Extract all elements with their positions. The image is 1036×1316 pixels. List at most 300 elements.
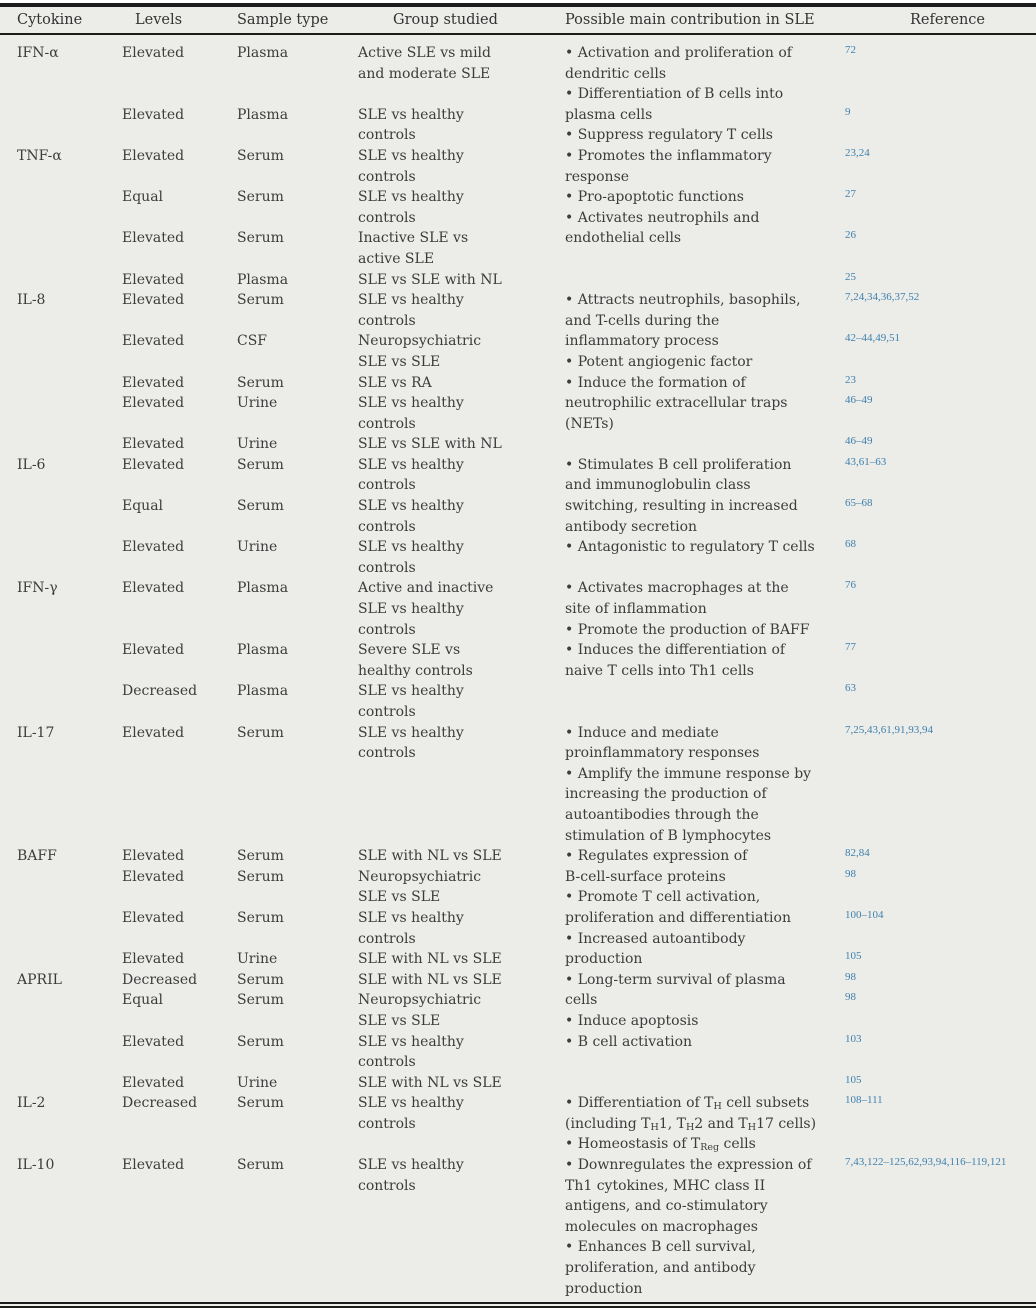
cell-contribution: switching, resulting in increased — [565, 498, 798, 515]
cell-contribution — [565, 1073, 845, 1094]
cell-levels — [122, 1011, 237, 1032]
cell-cytokine — [17, 105, 122, 126]
cell-sample — [237, 84, 358, 105]
cell-levels — [122, 784, 237, 805]
cell-group: SLE vs healthy — [358, 147, 464, 164]
cell-cytokine: IL-8 — [17, 292, 46, 309]
cell-cytokine: IFN-γ — [17, 580, 58, 597]
cell-contribution: • Induce apoptosis — [565, 1012, 699, 1029]
reference-citation — [845, 1131, 1036, 1152]
cell-cytokine — [17, 620, 122, 641]
cell-cytokine — [17, 661, 122, 682]
cell-sample: Serum — [237, 1095, 284, 1112]
cell-sample — [237, 558, 358, 579]
cell-contribution: • Stimulates B cell proliferation — [565, 456, 792, 473]
cell-sample: Urine — [237, 951, 278, 968]
cell-cytokine — [17, 1196, 122, 1217]
reference-citation — [845, 81, 1036, 102]
reference-citation — [845, 926, 1036, 947]
cell-levels — [122, 1196, 237, 1217]
reference-citation — [845, 122, 1036, 143]
cell-contribution: cells — [565, 992, 598, 1009]
cell-group: SLE vs healthy — [358, 456, 464, 473]
cell-group: SLE with NL vs SLE — [358, 848, 502, 865]
cell-cytokine — [17, 1073, 122, 1094]
cell-cytokine — [17, 311, 122, 332]
cell-contribution: dendritic cells — [565, 65, 667, 82]
cell-sample: Serum — [237, 189, 284, 206]
cell-sample: CSF — [237, 333, 268, 350]
cell-contribution — [565, 558, 845, 579]
cell-contribution — [565, 1052, 845, 1073]
cell-levels — [122, 1237, 237, 1258]
cell-contribution: Th1 cytokines, MHC class II — [565, 1177, 766, 1194]
cell-contribution: proinflammatory responses — [565, 745, 760, 762]
cell-levels: Elevated — [122, 292, 185, 309]
cell-cytokine — [17, 640, 122, 661]
cell-group: SLE vs healthy — [358, 498, 464, 515]
cell-levels — [122, 1217, 237, 1238]
reference-citation — [845, 761, 1036, 782]
cell-contribution: • Induces the differentiation of — [565, 642, 786, 659]
cell-levels: Elevated — [122, 395, 185, 412]
cell-cytokine — [17, 352, 122, 373]
reference-citation — [845, 205, 1036, 226]
cell-group: controls — [358, 415, 416, 432]
cell-levels — [122, 599, 237, 620]
cell-sample — [237, 805, 358, 826]
cell-sample — [237, 764, 358, 785]
cell-group: Inactive SLE vs — [358, 230, 469, 247]
cell-sample — [237, 1196, 358, 1217]
cell-sample — [237, 1237, 358, 1258]
cell-cytokine: APRIL — [17, 971, 62, 988]
cell-group: controls — [358, 312, 416, 329]
reference-citation — [845, 1173, 1036, 1194]
cell-contribution — [565, 249, 845, 270]
cell-sample — [237, 929, 358, 950]
cell-levels: Elevated — [122, 456, 185, 473]
cell-cytokine: BAFF — [17, 848, 57, 865]
cell-group — [358, 1258, 565, 1279]
reference-citation[interactable]: 72 — [845, 44, 856, 56]
reference-citation[interactable]: 98 — [845, 970, 856, 983]
cell-cytokine — [17, 743, 122, 764]
cell-contribution: • Differentiation of B cells into — [565, 86, 784, 103]
cell-group: Active and inactive — [358, 580, 494, 597]
cell-group: healthy controls — [358, 662, 473, 679]
reference-citation[interactable]: 98 — [845, 991, 856, 1004]
reference-citation — [845, 61, 1036, 82]
cell-cytokine — [17, 1114, 122, 1135]
cell-group: SLE vs healthy — [358, 601, 464, 618]
cell-sample — [237, 475, 358, 496]
cell-contribution: • Long-term survival of plasma — [565, 971, 786, 988]
cell-sample: Serum — [237, 230, 284, 247]
cell-contribution: • Attracts neutrophils, basophils, — [565, 292, 801, 309]
cell-cytokine — [17, 496, 122, 517]
cell-contribution: proliferation, and antibody — [565, 1260, 756, 1277]
cell-group: controls — [358, 559, 416, 576]
reference-citation — [845, 1255, 1036, 1276]
cell-sample — [237, 64, 358, 85]
reference-citation[interactable]: 98 — [845, 867, 856, 880]
cell-contribution: B-cell-surface proteins — [565, 868, 726, 885]
cell-cytokine — [17, 64, 122, 85]
cell-cytokine — [17, 1176, 122, 1197]
reference-citation — [845, 1193, 1036, 1214]
reference-citation — [845, 514, 1036, 535]
cell-levels: Elevated — [122, 1157, 185, 1174]
cell-contribution: endothelial cells — [565, 230, 682, 247]
cell-levels: Decreased — [122, 1095, 198, 1112]
reference-citation — [845, 781, 1036, 802]
cell-contribution: • Promotes the inflammatory — [565, 147, 772, 164]
column-header-reference: Reference — [910, 12, 985, 28]
reference-citation — [845, 308, 1036, 329]
cell-contribution: • Activates macrophages at the — [565, 580, 789, 597]
cell-cytokine — [17, 1052, 122, 1073]
cell-group: SLE vs healthy — [358, 724, 464, 741]
cell-cytokine — [17, 167, 122, 188]
reference-citation[interactable]: 23 — [845, 373, 856, 386]
cell-cytokine — [17, 537, 122, 558]
cell-sample — [237, 784, 358, 805]
cell-group — [358, 1217, 565, 1238]
cell-cytokine — [17, 867, 122, 888]
cell-cytokine — [17, 434, 122, 455]
cell-group: controls — [358, 704, 416, 720]
cell-sample — [237, 167, 358, 188]
reference-citation[interactable]: 23,24 — [845, 146, 870, 159]
reference-citation[interactable]: 43,61–63 — [845, 455, 887, 468]
cell-sample — [237, 887, 358, 908]
cell-cytokine — [17, 249, 122, 270]
cell-levels: Equal — [122, 498, 164, 515]
cell-levels — [122, 64, 237, 85]
cell-group: Neuropsychiatric — [358, 992, 482, 1009]
cell-cytokine — [17, 1032, 122, 1053]
cell-levels: Equal — [122, 992, 164, 1009]
cell-sample: Plasma — [237, 271, 289, 288]
cell-sample — [237, 517, 358, 538]
cell-contribution: • Antagonistic to regulatory T cells — [565, 539, 815, 556]
cell-group: SLE vs healthy — [358, 189, 464, 206]
cell-group: SLE with NL vs SLE — [358, 971, 502, 988]
cell-cytokine — [17, 990, 122, 1011]
cell-sample — [237, 661, 358, 682]
reference-citation[interactable]: 68 — [845, 538, 856, 551]
reference-citation — [845, 472, 1036, 493]
cell-contribution: • Homeostasis of $T_{Reg}$ cells — [565, 1136, 756, 1154]
reference-citation[interactable]: 108–111 — [845, 1094, 883, 1107]
cell-group — [358, 784, 565, 805]
cell-sample: Urine — [237, 436, 278, 453]
cell-contribution — [565, 702, 845, 723]
cell-group: SLE with NL vs SLE — [358, 951, 502, 968]
cell-levels — [122, 1114, 237, 1135]
cell-levels: Elevated — [122, 848, 185, 865]
cell-cytokine — [17, 1279, 122, 1300]
cell-contribution: • Regulates expression of — [565, 848, 748, 865]
cell-group — [358, 764, 565, 785]
cell-sample — [237, 125, 358, 146]
reference-citation[interactable]: 65–68 — [845, 497, 873, 510]
cell-sample — [237, 1011, 358, 1032]
cell-group — [358, 1134, 565, 1155]
cell-sample: Serum — [237, 374, 284, 391]
cell-cytokine — [17, 929, 122, 950]
cell-levels — [122, 167, 237, 188]
cell-cytokine — [17, 228, 122, 249]
reference-citation[interactable]: 103 — [845, 1032, 862, 1045]
cell-sample: Serum — [237, 147, 284, 164]
cell-group — [358, 84, 565, 105]
cell-levels: Elevated — [122, 951, 185, 968]
cell-levels: Elevated — [122, 868, 185, 885]
reference-citation[interactable]: 63 — [845, 682, 856, 695]
cell-levels: Elevated — [122, 580, 185, 597]
cell-contribution: plasma cells — [565, 106, 653, 123]
cell-contribution: • Activation and proliferation of — [565, 45, 792, 61]
reference-citation[interactable]: 105 — [845, 1073, 862, 1086]
cell-levels: Elevated — [122, 642, 185, 659]
cell-cytokine: IL-10 — [17, 1157, 55, 1174]
column-header-cytokine: Cytokine — [17, 12, 83, 28]
reference-citation[interactable]: 9 — [845, 105, 851, 118]
cell-levels — [122, 743, 237, 764]
cell-levels: Elevated — [122, 106, 185, 123]
cell-cytokine — [17, 1258, 122, 1279]
reference-citation[interactable]: 100–104 — [845, 908, 884, 921]
cell-contribution: • Downregulates the expression of — [565, 1157, 812, 1174]
cell-levels: Elevated — [122, 539, 185, 556]
cell-group: SLE vs RA — [358, 374, 432, 391]
cell-sample: Urine — [237, 1074, 278, 1091]
cell-levels: Elevated — [122, 230, 185, 247]
cell-group: Active SLE vs mild — [358, 45, 491, 61]
cell-sample — [237, 1258, 358, 1279]
cell-group: controls — [358, 1177, 416, 1194]
cell-levels: Elevated — [122, 374, 185, 391]
cell-group: Severe SLE vs — [358, 642, 461, 659]
reference-citation[interactable]: 7,25,43,61,91,93,94 — [845, 723, 933, 736]
cell-levels: Elevated — [122, 436, 185, 453]
cell-group: SLE vs healthy — [358, 292, 464, 309]
cell-sample — [237, 702, 358, 723]
reference-citation — [845, 411, 1036, 432]
cell-sample: Plasma — [237, 580, 289, 597]
cell-cytokine — [17, 517, 122, 538]
cell-contribution: proliferation and differentiation — [565, 909, 791, 926]
reference-citation — [845, 823, 1036, 844]
cell-sample — [237, 1114, 358, 1135]
cell-levels: Decreased — [122, 683, 198, 700]
cell-cytokine — [17, 84, 122, 105]
cell-contribution: and T-cells during the — [565, 312, 720, 329]
cell-group: SLE vs SLE — [358, 1012, 441, 1029]
cell-cytokine — [17, 887, 122, 908]
cell-sample — [237, 1279, 358, 1300]
cell-group — [358, 1237, 565, 1258]
cell-cytokine — [17, 475, 122, 496]
cell-levels — [122, 929, 237, 950]
cell-contribution — [565, 270, 845, 291]
cell-levels — [122, 764, 237, 785]
cell-levels — [122, 558, 237, 579]
reference-citation[interactable]: 105 — [845, 950, 862, 963]
cell-sample: Serum — [237, 498, 284, 515]
reference-citation — [845, 555, 1036, 576]
cell-levels: Elevated — [122, 333, 185, 350]
cell-contribution: • Suppress regulatory T cells — [565, 127, 773, 144]
cell-contribution: inflammatory process — [565, 333, 719, 350]
cell-group: SLE vs healthy — [358, 1157, 464, 1174]
reference-citation — [845, 596, 1036, 617]
cell-sample — [237, 743, 358, 764]
reference-citation[interactable]: 7,43,122–125,62,93,94,116–119,121 — [845, 1156, 1007, 1169]
reference-citation — [845, 1008, 1036, 1029]
cell-contribution: • Enhances B cell survival, — [565, 1239, 756, 1256]
cell-contribution: • Promote the production of BAFF — [565, 621, 810, 638]
cell-group: Neuropsychiatric — [358, 333, 482, 350]
cell-group: controls — [358, 168, 416, 185]
cell-levels — [122, 826, 237, 847]
cell-group: SLE vs SLE with NL — [358, 271, 502, 288]
cell-levels: Elevated — [122, 1074, 185, 1091]
cell-levels — [122, 887, 237, 908]
cell-levels — [122, 311, 237, 332]
cell-cytokine — [17, 826, 122, 847]
cell-sample — [237, 1134, 358, 1155]
cell-cytokine — [17, 125, 122, 146]
cell-sample: Serum — [237, 848, 284, 865]
cell-contribution: molecules on macrophages — [565, 1218, 758, 1235]
cell-group: SLE vs healthy — [358, 1095, 464, 1112]
cell-group: SLE vs SLE — [358, 889, 441, 906]
cell-contribution: • Differentiation of $T_H$ cell subsets — [565, 1095, 810, 1113]
cell-cytokine — [17, 331, 122, 352]
cell-contribution: neutrophilic extracellular traps — [565, 395, 788, 412]
cell-contribution: • Activates neutrophils and — [565, 209, 760, 226]
cell-group — [358, 1196, 565, 1217]
reference-citation[interactable]: 46–49 — [845, 394, 873, 407]
cell-sample: Serum — [237, 868, 284, 885]
cell-levels — [122, 414, 237, 435]
column-header-group-studied: Group studied — [393, 12, 498, 28]
table-body — [0, 35, 1036, 1299]
cell-cytokine — [17, 1237, 122, 1258]
cell-group: SLE with NL vs SLE — [358, 1074, 502, 1091]
cell-contribution: • B cell activation — [565, 1033, 693, 1050]
cell-sample: Serum — [237, 292, 284, 309]
cell-group: SLE vs SLE with NL — [358, 436, 502, 453]
cell-levels — [122, 352, 237, 373]
reference-citation[interactable]: 7,24,34,36,37,52 — [845, 291, 920, 304]
cell-contribution: naive T cells into Th1 cells — [565, 662, 754, 679]
cell-contribution: antibody secretion — [565, 518, 698, 535]
cell-contribution: • Induce the formation of — [565, 374, 746, 391]
cell-levels — [122, 125, 237, 146]
cell-contribution: • Potent angiogenic factor — [565, 353, 753, 370]
reference-citation[interactable]: 26 — [845, 229, 856, 242]
cell-sample — [237, 599, 358, 620]
cell-sample: Serum — [237, 992, 284, 1009]
cell-contribution: autoantibodies through the — [565, 806, 759, 823]
reference-citation[interactable]: 42–44,49,51 — [845, 332, 900, 345]
cell-group: controls — [358, 1054, 416, 1071]
cell-sample: Plasma — [237, 45, 289, 61]
column-header-contribution: Possible main contribution in SLE — [565, 12, 815, 28]
cell-group: controls — [358, 209, 416, 226]
cell-group: controls — [358, 1115, 416, 1132]
reference-citation — [845, 617, 1036, 638]
reference-citation — [845, 1111, 1036, 1132]
reference-citation — [845, 164, 1036, 185]
cell-group: controls — [358, 621, 416, 638]
reference-citation — [845, 349, 1036, 370]
cell-group — [358, 826, 565, 847]
cell-group: Neuropsychiatric — [358, 868, 482, 885]
cell-cytokine: IFN-α — [17, 45, 59, 61]
cell-sample — [237, 1052, 358, 1073]
cell-contribution: antigens, and co-stimulatory — [565, 1198, 768, 1215]
cell-sample: Plasma — [237, 642, 289, 659]
reference-citation — [845, 1214, 1036, 1235]
reference-citation[interactable]: 27 — [845, 188, 856, 201]
cell-sample: Plasma — [237, 683, 289, 700]
cell-contribution: response — [565, 168, 630, 185]
cell-sample: Serum — [237, 1157, 284, 1174]
column-header-levels: Levels — [135, 12, 183, 28]
column-header-sample-type: Sample type — [237, 12, 329, 28]
reference-citation[interactable]: 77 — [845, 641, 856, 654]
cell-sample — [237, 208, 358, 229]
cell-levels: Elevated — [122, 1033, 185, 1050]
cell-group: controls — [358, 930, 416, 947]
reference-citation[interactable]: 82,84 — [845, 847, 870, 860]
cell-cytokine — [17, 414, 122, 435]
cell-contribution: stimulation of B lymphocytes — [565, 827, 772, 844]
reference-citation[interactable]: 25 — [845, 270, 856, 283]
reference-citation — [845, 1276, 1036, 1297]
cell-group: controls — [358, 477, 416, 494]
cell-levels: Elevated — [122, 45, 185, 61]
reference-citation[interactable]: 76 — [845, 579, 856, 592]
reference-citation[interactable]: 46–49 — [845, 435, 873, 448]
cell-contribution: • Promote T cell activation, — [565, 889, 761, 906]
cell-cytokine — [17, 270, 122, 291]
cell-levels — [122, 1279, 237, 1300]
cell-levels: Elevated — [122, 909, 185, 926]
cell-group: SLE vs healthy — [358, 909, 464, 926]
reference-citation — [845, 884, 1036, 905]
cell-sample — [237, 414, 358, 435]
cell-contribution: • Pro-apoptotic functions — [565, 189, 744, 206]
table-header-row — [0, 7, 1036, 35]
cell-cytokine — [17, 702, 122, 723]
cell-sample — [237, 311, 358, 332]
cell-sample — [237, 826, 358, 847]
cell-group: controls — [358, 518, 416, 535]
cell-contribution: site of inflammation — [565, 601, 707, 618]
cell-cytokine — [17, 599, 122, 620]
cell-contribution: and immunoglobulin class — [565, 477, 751, 494]
cell-levels — [122, 1176, 237, 1197]
cell-cytokine — [17, 373, 122, 394]
cell-cytokine: TNF-α — [17, 147, 62, 164]
cell-group: active SLE — [358, 250, 435, 267]
